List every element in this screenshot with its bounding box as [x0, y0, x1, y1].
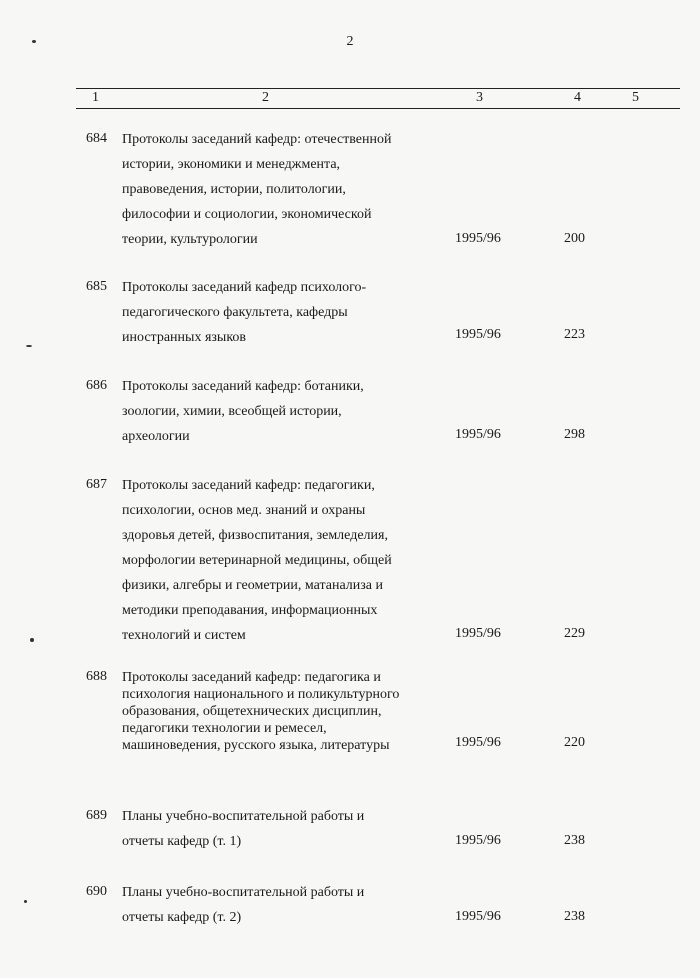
entry-year: 1995/96 [455, 909, 501, 924]
description-line: отчеты кафедр (т. 2) [122, 910, 242, 925]
column-header-4: 4 [574, 90, 581, 105]
page-number: 2 [346, 34, 354, 49]
description-line: физики, алгебры и геометрии, матанализа и [122, 578, 384, 593]
column-header-5: 5 [632, 90, 639, 105]
description-line: зоологии, химии, всеобщей истории, [122, 404, 342, 419]
description-line: правоведения, истории, политологии, [122, 182, 346, 197]
table-header-row [76, 90, 680, 109]
entry-number: 686 [86, 378, 107, 393]
description-line: машиноведения, русского языка, литературы [122, 738, 390, 753]
entry-number: 687 [86, 477, 107, 492]
description-line: Протоколы заседаний кафедр: отечественной [122, 132, 392, 147]
entry-description [122, 884, 422, 934]
column-header-3: 3 [476, 90, 483, 105]
entry-year: 1995/96 [455, 327, 501, 342]
description-line: истории, экономики и менеджмента, [122, 157, 341, 172]
entry-sheet-count: 200 [564, 231, 585, 246]
description-line: психологии, основ мед. знаний и охраны [122, 503, 366, 518]
column-header-2: 2 [262, 90, 269, 105]
entry-sheet-count: 223 [564, 327, 585, 342]
description-line: морфологии ветеринарной медицины, общей [122, 553, 392, 568]
description-line: Протоколы заседаний кафедр: педагогики, [122, 478, 375, 493]
description-line: археологии [122, 429, 190, 444]
scan-speck [26, 345, 32, 347]
entry-sheet-count: 238 [564, 833, 585, 848]
entry-sheet-count: 229 [564, 626, 585, 641]
entry-number: 685 [86, 279, 107, 294]
description-line: иностранных языков [122, 330, 247, 345]
entry-number: 690 [86, 884, 107, 899]
scan-speck [30, 638, 34, 642]
entry-sheet-count: 220 [564, 735, 585, 750]
entry-description [122, 131, 422, 256]
entry-sheet-count: 298 [564, 427, 585, 442]
description-line: отчеты кафедр (т. 1) [122, 834, 242, 849]
entry-year: 1995/96 [455, 427, 501, 442]
entry-year: 1995/96 [455, 231, 501, 246]
column-header-1: 1 [92, 90, 99, 105]
description-line: технологий и систем [122, 628, 246, 643]
description-line: философии и социологии, экономической [122, 207, 372, 222]
description-line: здоровья детей, физвоспитания, земледелия, [122, 528, 388, 543]
entry-description [122, 808, 422, 858]
entry-description [122, 477, 422, 652]
entry-number: 689 [86, 808, 107, 823]
entry-number: 684 [86, 131, 107, 146]
description-line: методики преподавания, информационных [122, 603, 378, 618]
entry-year: 1995/96 [455, 735, 501, 750]
scan-speck [32, 40, 36, 43]
entry-description [122, 378, 422, 453]
description-line: образования, общетехнических дисциплин, [122, 704, 382, 719]
description-line: Планы учебно-воспитательной работы и [122, 809, 365, 824]
description-line: педагогического факультета, кафедры [122, 305, 348, 320]
entry-description [122, 279, 422, 354]
entry-sheet-count: 238 [564, 909, 585, 924]
description-line: психология национального и поликультурного [122, 687, 400, 702]
entry-year: 1995/96 [455, 833, 501, 848]
scan-speck [24, 900, 27, 903]
description-line: Протоколы заседаний кафедр: ботаники, [122, 379, 364, 394]
entry-number: 688 [86, 669, 107, 684]
description-line: Планы учебно-воспитательной работы и [122, 885, 365, 900]
description-line: теории, культурологии [122, 232, 258, 247]
description-line: педагогики технологии и ремесел, [122, 721, 327, 736]
entry-year: 1995/96 [455, 626, 501, 641]
table-header-top-rule [76, 88, 680, 89]
description-line: Протоколы заседаний кафедр: педагогика и [122, 670, 381, 685]
entry-description [122, 669, 422, 754]
description-line: Протоколы заседаний кафедр психолого- [122, 280, 367, 295]
